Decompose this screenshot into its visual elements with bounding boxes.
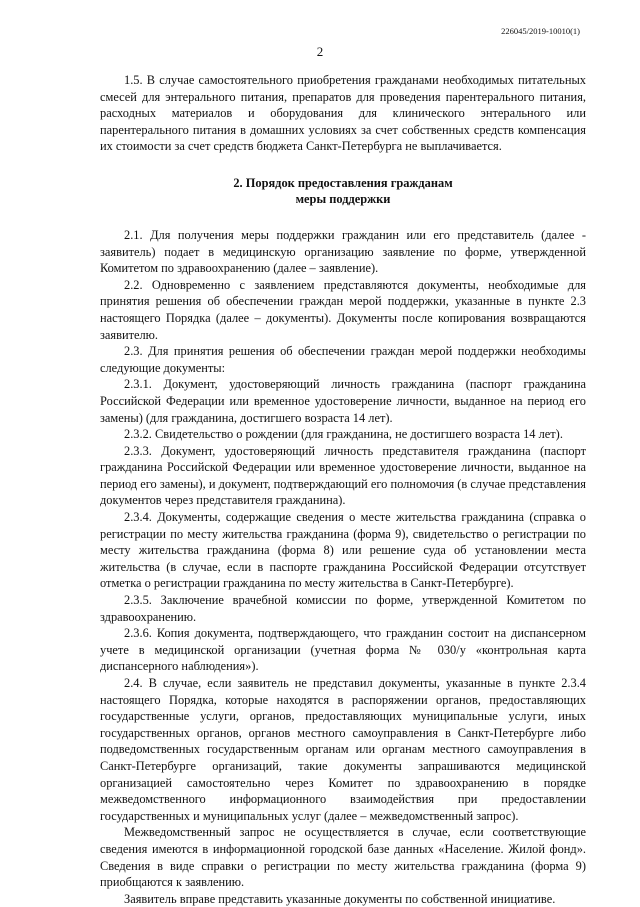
paragraph-2-3-2: 2.3.2. Свидетельство о рождении (для гражданина, не достигшего возраста 14 лет). [124,427,563,442]
document-body [100,72,586,907]
paragraph-2-3-3: 2.3.3. Документ, удостоверяющий личность представителя гражданина (паспорт гражданина Российской Федерации или временное удостоверение личности, выданное на период его замены), и документ, подтверждающий его полномочия (в случае представления документов через представителя гражданина). [100,443,586,508]
document-code: 226045/2019-10010(1) [501,26,580,36]
page-number: 2 [316,44,324,59]
paragraph-own-initiative: Заявитель вправе представить указанные документы по собственной инициативе. [124,891,556,906]
paragraph-2-4: 2.4. В случае, если заявитель не представил документы, указанные в пункте 2.3.4 настоящего Порядка, которые находятся в распоряжении органов, предоставляющих государственные услуги, органов, предоставляющих муниципальные услуги, иных государственных органов, органов местного самоуправления в Санкт-Петербурге либо подведомственных государственным органам или органам местного самоуправления в Санкт-Петербурге организаций, такие документы запрашиваются медицинской организацией самостоятельно через Комитет по здравоохранению в порядке межведомственного информационного взаимодействия при предоставлении государственных и муниципальных услуг (далее – межведомственный запрос). [100,676,586,823]
section-heading-line-2: меры поддержки [295,191,391,206]
paragraph-2-3-1: 2.3.1. Документ, удостоверяющий личность гражданина (паспорт гражданина Российской Федерации или временное удостоверение личности, выданное на период его замены) (для гражданина, достигшего возраста 14 лет). [100,377,586,425]
paragraph-2-3-5: 2.3.5. Заключение врачебной комиссии по форме, утвержденной Комитетом по здравоохранению. [100,593,586,624]
section-heading [100,175,586,207]
paragraph-2-1: 2.1. Для получения меры поддержки гражданин или его представитель (далее - заявитель) подает в медицинскую организацию заявление по форме, утвержденной Комитетом по здравоохранению (далее – заявление). [100,227,586,276]
paragraph-2-3-6: 2.3.6. Копия документа, подтверждающего, что гражданин состоит на диспансерном учете в медицинской организации (учетная форма № 030/у «контрольная карта диспансерного наблюдения»). [100,626,586,674]
section-heading-line-1: 2. Порядок предоставления гражданам [233,175,453,190]
paragraph-interagency-request: Межведомственный запрос не осуществляется в случае, если соответствующие сведения имеются в информационной городской базе данных «Население. Жилой фонд». Сведения в виде справки о регистрации по месту жительства гражданина (форма 9) приобщаются к заявлению. [100,825,586,890]
paragraph-1-5: 1.5. В случае самостоятельного приобретения гражданами необходимых питательных смесей для энтерального питания, препаратов для проведения парентерального питания, расходных материалов и оборудования для клинического энтерального или парентерального питания в домашних условиях за счет собственных средств компенсация их стоимости за счет средств бюджета Санкт-Петербурга не выплачивается. [100,73,586,154]
paragraph-2-2: 2.2. Одновременно с заявлением представляются документы, необходимые для принятия решения об обеспечении граждан мерой поддержки, указанные в пункте 2.3 настоящего Порядка (далее – документы). Документы после копирования возвращаются заявителю. [100,277,586,342]
paragraph-2-3-4: 2.3.4. Документы, содержащие сведения о месте жительства гражданина (справка о регистрации по месту жительства гражданина (форма 9), свидетельство о регистрации по месту жительства гражданина (форма 8) или решение суда об установлении места жительства (в случае, если в паспорте гражданина Российской Федерации отсутствует отметка о регистрации гражданина по месту жительства в Санкт-Петербурге). [100,510,586,591]
paragraph-2-3: 2.3. Для принятия решения об обеспечении граждан мерой поддержки необходимы следующие документы: [100,344,586,375]
